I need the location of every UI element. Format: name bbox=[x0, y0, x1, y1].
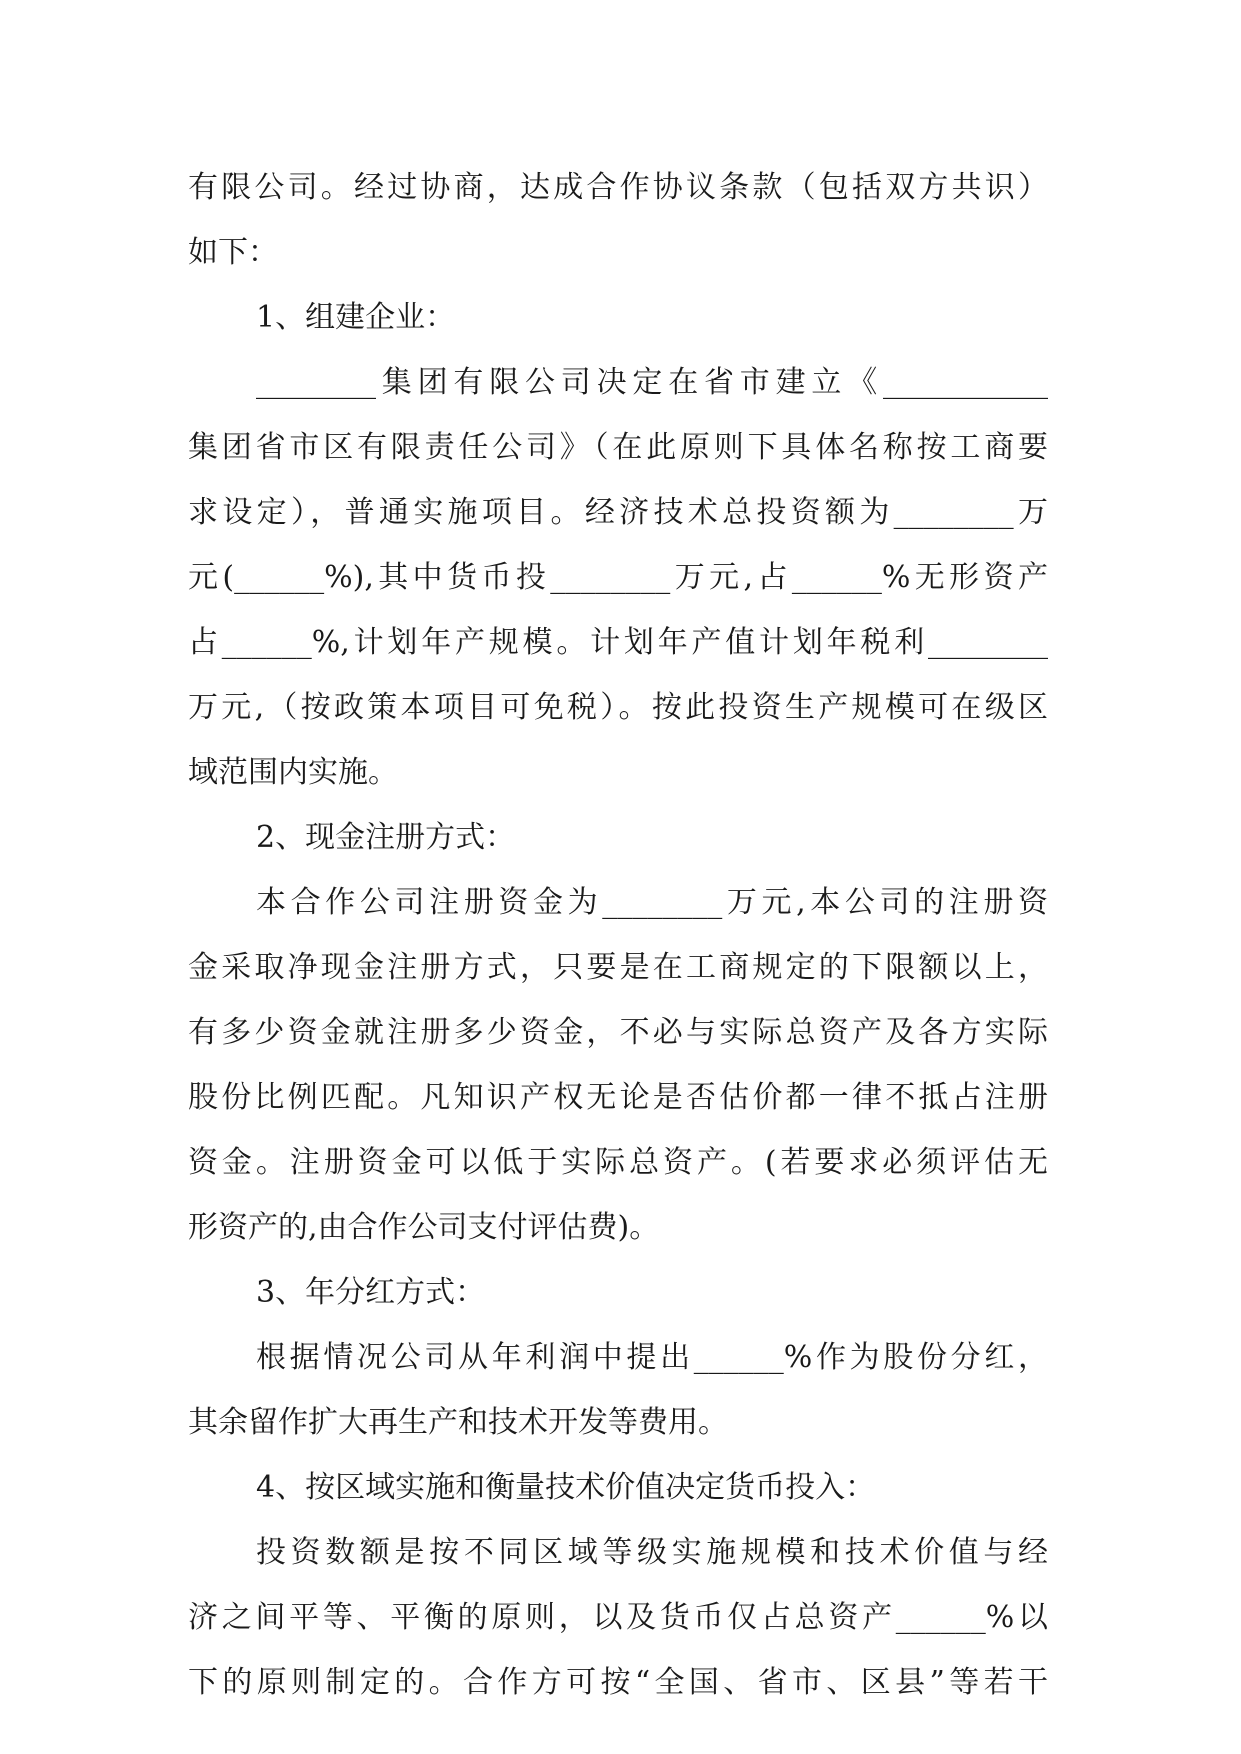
text-line: 资金。注册资金可以低于实际总资产。(若要求必须评估无 bbox=[188, 1145, 1048, 1180]
text-line: 金采取净现金注册方式，只要是在工商规定的下限额以上， bbox=[188, 950, 1048, 985]
section-heading: 4、按区域实施和衡量技术价值决定货币投入： bbox=[256, 1470, 876, 1505]
text-line: ________集团有限公司决定在省市建立《___________ bbox=[256, 365, 1048, 400]
text-line: 元(______%),其中货币投________万元,占______%无形资产 bbox=[188, 560, 1048, 595]
text-line: 下的原则制定的。合作方可按“全国、省市、区县”等若干 bbox=[188, 1665, 1048, 1700]
section-heading: 2、现金注册方式： bbox=[256, 820, 516, 855]
text-line: 其余留作扩大再生产和技术开发等费用。 bbox=[188, 1405, 728, 1440]
text-line: 根据情况公司从年利润中提出______%作为股份分红， bbox=[256, 1340, 1048, 1375]
text-line: 投资数额是按不同区域等级实施规模和技术价值与经 bbox=[256, 1535, 1048, 1570]
section-heading: 1、组建企业： bbox=[256, 300, 456, 335]
text-line: 股份比例匹配。凡知识产权无论是否估价都一律不抵占注册 bbox=[188, 1080, 1048, 1115]
text-line: 济之间平等、平衡的原则，以及货币仅占总资产______%以 bbox=[188, 1600, 1048, 1635]
text-line: 有多少资金就注册多少资金，不必与实际总资产及各方实际 bbox=[188, 1015, 1048, 1050]
text-line: 如下： bbox=[188, 235, 278, 270]
text-line: 集团省市区有限责任公司》（在此原则下具体名称按工商要 bbox=[188, 430, 1048, 465]
text-line: 万元,（按政策本项目可免税）。按此投资生产规模可在级区 bbox=[188, 690, 1048, 725]
text-line: 形资产的,由合作公司支付评估费)。 bbox=[188, 1210, 660, 1245]
text-line: 本合作公司注册资金为________万元,本公司的注册资 bbox=[256, 885, 1048, 920]
section-heading: 3、年分红方式： bbox=[256, 1275, 486, 1310]
text-line: 求设定），普通实施项目。经济技术总投资额为________万 bbox=[188, 495, 1048, 530]
text-line: 有限公司。经过协商，达成合作协议条款（包括双方共识） bbox=[188, 170, 1048, 205]
text-line: 占______%,计划年产规模。计划年产值计划年税利________ bbox=[188, 625, 1048, 660]
document-body bbox=[188, 155, 1048, 1715]
text-line: 域范围内实施。 bbox=[188, 755, 398, 790]
